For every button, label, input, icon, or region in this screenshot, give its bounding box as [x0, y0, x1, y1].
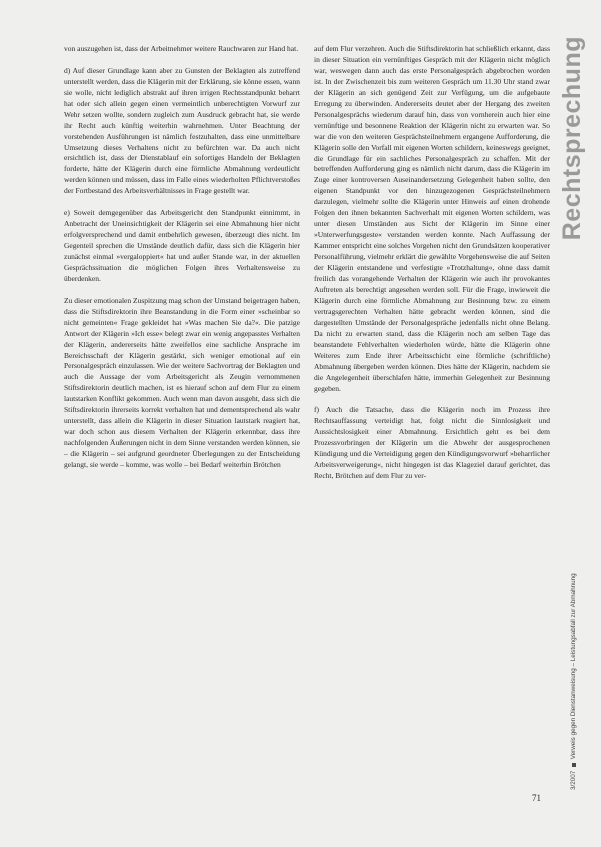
paragraph: e) Soweit demgegenüber das Arbeitsgericht den Standpunkt einnimmt, in Anbetracht der Uneinsichtigkeit der Klägerin sei eine Abmahnung hier nicht erfolgversprechend und damit entbehrlich gewesen, überzeugt dies nicht. Im Gegenteil sprechen die Umstände deutlich dafür, dass sich die Klägerin hier zunächst einmal »vergaloppiert« hat und außer Stande war, in der aktuellen Gesprächssituation die möglichen Folgen ihres Verhaltensweise zu überdenken.	[64, 208, 300, 283]
running-head-text: Verweis gegen Dienstanweisung – Leistungsabfall zur Abmahnung	[570, 573, 577, 760]
paragraph: f) Auch die Tatsache, dass die Klägerin noch im Prozess ihre Rechtsauffassung verteidigt hat, folgt nicht die Sinnlosigkeit und Aussichtslosigkeit einer Abmahnung. Ersichtlich geht es bei dem Prozessvorbringen der Klägerin um die Abwehr der ausgesprochenen Kündigung und die Verteidigung gegen den Kündigungsvorwurf »beharrlicher Arbeitsverweigerung«, nicht hingegen ist das Klageziel darauf gerichtet, das Recht, Brötchen auf dem Flur zu ver-	[314, 405, 550, 481]
square-bullet-icon	[572, 763, 576, 767]
left-column	[64, 44, 300, 471]
paragraph: Zu dieser emotionalen Zuspitzung mag schon der Umstand beigetragen haben, dass die Stiftsdirektorin ihre Beanstandung in die Form einer »scheinbar so nicht gemeinten« Frage gekleidet hat »Was machen Sie da?«. Die patzige Antwort der Klägerin »Ich esse« belegt zwar ein wenig angepasstes Verhalten der Klägerin, andererseits hätte zweifellos eine sachliche Ansprache im Bereichsschaft der Klägerin gestärkt, sich weniger emotional auf ein Personalgespräch einzulassen. Wie der weitere Sachvortrag der Beklagten und auch die Aussage der vom Arbeitsgericht als Zeugin vernommenen Stiftsdirektorin deutlich machen, ist es hierauf schon auf dem Flur zu einem lautstarken Konflikt gekommen. Auch wenn man davon ausgeht, dass sich die Stiftsdirektorin ihrerseits korrekt verhalten hat und dementsprechend als wahr unterstellt, dass allein die Klägerin in dieser Situation lautstark reagiert hat, war doch schon aus diesem Verhalten der Klägerin erkennbar, dass ihre nachfolgenden Äußerungen nicht in dem Sinne verstanden werden können, sie – die Klägerin – sei aufgrund geordneter Überlegungen zu der Entscheidung gelangt, sie werde – komme, was wolle – bei Bedarf weiterhin Brötchen	[64, 295, 300, 470]
issue-number: 3/2007	[570, 770, 577, 790]
page-number: 71	[532, 793, 541, 803]
paragraph: von auszugehen ist, dass der Arbeitnehmer weitere Rauchwaren zur Hand hat.	[64, 44, 299, 53]
right-column	[314, 44, 550, 482]
running-head	[570, 558, 577, 790]
paragraph: auf dem Flur verzehren. Auch die Stiftsdirektorin hat schließlich erkannt, dass in dieser Situation ein vernünftiges Gespräch mit der Klägerin nicht möglich war, weswegen dann auch das erste Personalgespräch abgebrochen worden ist. In der Zwischenzeit bis zum weiteren Gespräch um 11.30 Uhr stand zwar der Klägerin an sich genügend Zeit zur Verfügung, um die aufgebaute Erregung zu überwinden. Andererseits deutet aber der Hergang des zweiten Personalgesprächs wiederum darauf hin, dass von vornherein auch hier eine vernünftige und besonnene Reaktion der Klägerin nicht zu erwarten war. So war die von den weiteren Gesprächsteilnehmern ergangene Aufforderung, die Klägerin solle den Vorfall mit eigenen Worten schildern, keineswegs geeignet, die Grundlage für ein sachliches Personalgespräch zu schaffen. Mit der betreffenden Aufforderung ging es nämlich nicht darum, dass die Klägerin im Zuge einer kontroversen Auseinandersetzung Gelegenheit haben sollte, den eigenen Standpunkt vor den hinzugezogenen Gesprächsteilnehmern darzulegen, vielmehr sollte die Klägerin unter Hinweis auf einen drohende Folgen den ihnen bekannten Sachverhalt mit eigenen Worten schildern, was unter diesen Umständen aus Sicht der Klägerin im Sinne einer »Unterwerfungsgeste« verstanden werden konnte. Nach Auffassung der Kammer entspricht eine solches Vorgehen nicht den Grundsätzen kooperativer Personalführung, vielmehr erklärt die gewählte Vorgehensweise die auf Seiten der Klägerin entstandene und verfestigte »Trotzhaltung«, ohne dass damit freilich das vorangehende Verhalten der Klägerin wie auch ihr provokantes Auftreten als berechtigt angesehen werden soll. Für die Frage, inwieweit die Klägerin durch eine förmliche Abmahnung zur Besinnung bzw. zu einem vertragsgerechten Verhalten hätte gebracht werden können, sind die dargestellten Umstände der Personalgespräche jedenfalls nicht ohne Belang. Da nicht zu erwarten stand, dass die Klägerin noch am selben Tage das beanstandete Fehlverhalten wiederholen würde, hätte die Klägerin ohne Weiteres zum Ende ihrer Arbeitsschicht eine förmliche (schriftliche) Abmahnung übergeben werden können. Dies hätte der Klägerin, nachdem sie die Angelegenheit überschlafen hätte, immerhin Gelegenheit zur Besinnung gegeben.	[314, 44, 550, 393]
section-title: Rechtsprechung	[558, 36, 586, 241]
paragraph: d) Auf dieser Grundlage kann aber zu Gunsten der Beklagten als zutreffend unterstellt werden, dass die Klägerin mit der Erklärung, sie könne essen, wann sie wolle, nicht lediglich abstrakt auf ihren irrigen Rechtsstandpunkt beharrt hat oder sich allein gegen einen vermeintlich unberechtigten Vorwurf zur Wehr setzen wollte, sondern zugleich zum Ausdruck gebracht hat, sie werde ihr Recht auch künftig weiterhin wahrnehmen. Unter Beachtung der vorstehenden Ausführungen ist nämlich festzuhalten, dass eine unmittelbare Umsetzung dieses Verhaltens nicht zu befürchten war. Da auch nicht ersichtlich ist, dass der Dienstablauf ein sofortiges Handeln der Beklagten forderte, hätte der Klägerin durch eine förmliche Abmahnung verdeutlicht werden können und müssen, dass im Falle eines wiederholten Pflichtverstoßes der Fortbestand des Arbeitsverhältnisses in Frage gestellt war.	[64, 65, 300, 196]
